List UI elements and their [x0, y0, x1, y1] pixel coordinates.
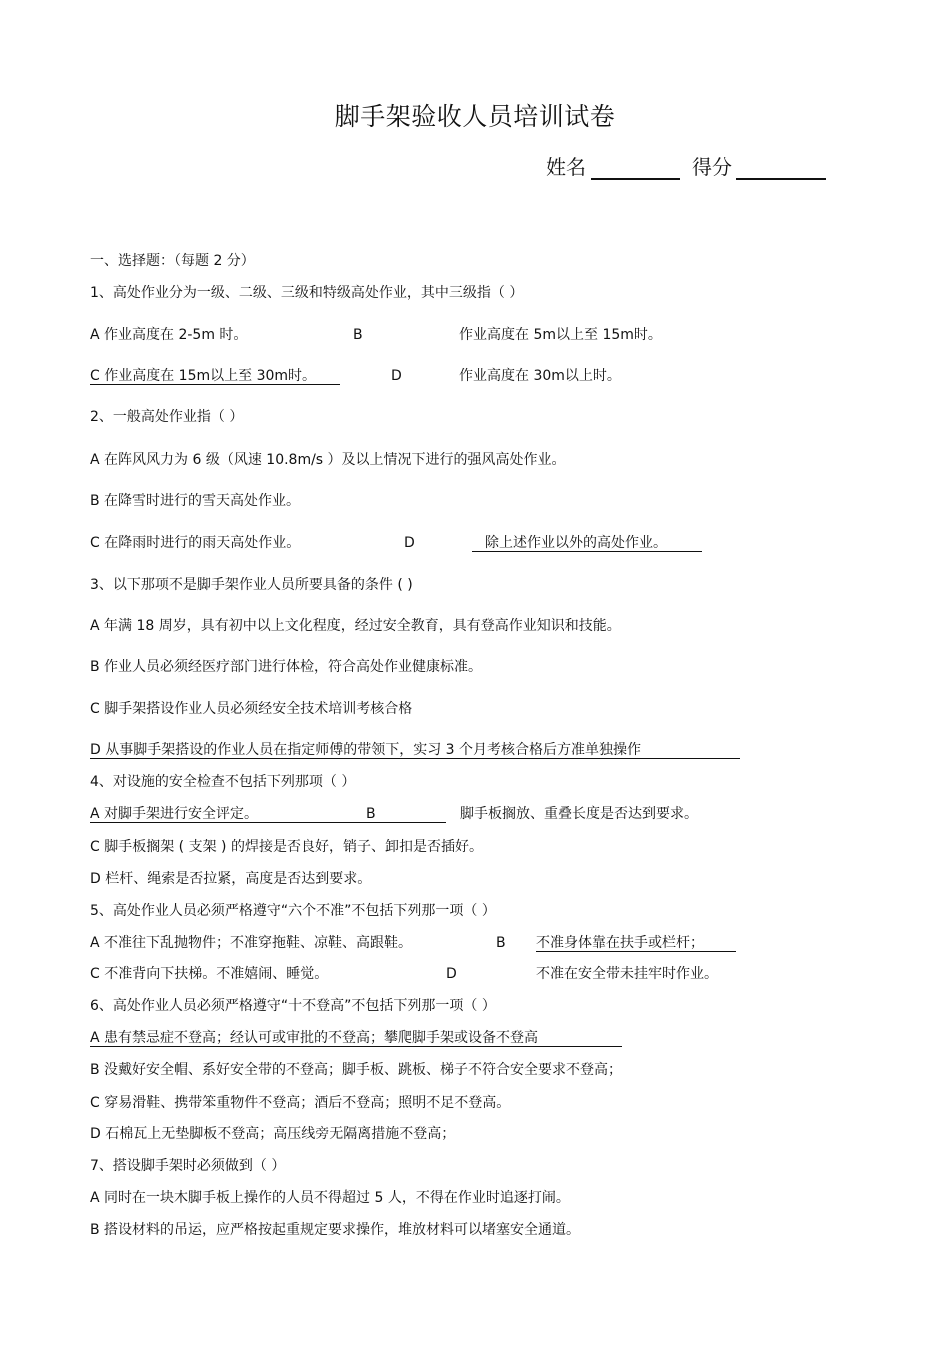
q4-option-c: C 脚手板搁架 ( 支架 ) 的焊接是否良好，销子、卸扣是否插好。: [90, 839, 483, 855]
q3-option-d: D 从事脚手架搭设的作业人员在指定师傅的带领下，实习 3 个月考核合格后方准单独操作: [90, 742, 642, 758]
q3-option-a: A 年满 18 周岁，具有初中以上文化程度，经过安全教育，具有登高作业知识和技能。: [90, 618, 621, 634]
q6-option-a: A 患有禁忌症不登高；经认可或审批的不登高；攀爬脚手架或设备不登高: [90, 1030, 539, 1046]
section-heading: 一、选择题：（每题 2 分）: [90, 253, 255, 269]
q5-stem: 5、高处作业人员必须严格遵守“六个不准”不包括下列那一项（ ）: [90, 903, 496, 919]
q1-option-d-letter: D: [391, 368, 402, 384]
q2-stem: 2、一般高处作业指（ ）: [90, 409, 244, 425]
q5-option-a: A 不准往下乱抛物件；不准穿拖鞋、凉鞋、高跟鞋。: [90, 935, 413, 951]
q4-option-d: D 栏杆、绳索是否拉紧，高度是否达到要求。: [90, 871, 372, 887]
q4-option-a: A 对脚手架进行安全评定。: [90, 806, 259, 822]
q5-option-b-underline: [536, 951, 736, 952]
q3-stem: 3、以下那项不是脚手架作业人员所要具备的条件 ( ): [90, 577, 413, 593]
q1-option-b-text: 作业高度在 5m以上至 15m时。: [459, 327, 662, 343]
q5-option-b-text: 不准身体靠在扶手或栏杆；: [536, 935, 704, 951]
q2-option-a: A 在阵风风力为 6 级（风速 10.8m/s ）及以上情况下进行的强风高处作业。: [90, 452, 566, 468]
q1-option-c: C 作业高度在 15m以上至 30m时。: [90, 368, 317, 384]
q7-stem: 7、搭设脚手架时必须做到（ ）: [90, 1158, 286, 1174]
q4-stem: 4、对设施的安全检查不包括下列那项（ ）: [90, 774, 356, 790]
q6-option-a-underline: [90, 1046, 622, 1047]
q5-option-d-text: 不准在安全带未挂牢时作业。: [536, 966, 718, 982]
q5-option-c: C 不准背向下扶梯。不准嬉闹、睡觉。: [90, 966, 329, 982]
score-blank[interactable]: [736, 178, 826, 180]
q1-option-a: A 作业高度在 2-5m 时。: [90, 327, 248, 343]
q2-option-d-underline: [472, 551, 702, 552]
q5-option-b-letter: B: [496, 935, 506, 951]
q2-option-d-text: 除上述作业以外的高处作业。: [485, 535, 667, 551]
q6-option-b: B 没戴好安全帽、系好安全带的不登高；脚手板、跳板、梯子不符合安全要求不登高；: [90, 1062, 623, 1078]
page-title: 脚手架验收人员培训试卷: [334, 102, 616, 131]
q5-option-d-letter: D: [446, 966, 457, 982]
name-blank[interactable]: [591, 178, 680, 180]
name-label: 姓名: [546, 155, 586, 179]
q7-option-b: B 搭设材料的吊运，应严格按起重规定要求操作，堆放材料可以堵塞安全通道。: [90, 1222, 581, 1238]
q3-option-d-underline: [90, 758, 740, 759]
q6-option-d: D 石棉瓦上无垫脚板不登高；高压线旁无隔离措施不登高；: [90, 1126, 456, 1142]
q3-option-b: B 作业人员必须经医疗部门进行体检，符合高处作业健康标准。: [90, 659, 483, 675]
q6-option-c: C 穿易滑鞋、携带笨重物件不登高；酒后不登高；照明不足不登高。: [90, 1095, 511, 1111]
q6-stem: 6、高处作业人员必须严格遵守“十不登高”不包括下列那一项（ ）: [90, 998, 496, 1014]
q2-option-c: C 在降雨时进行的雨天高处作业。: [90, 535, 301, 551]
q1-option-d-text: 作业高度在 30m以上时。: [459, 368, 621, 384]
q7-option-a: A 同时在一块木脚手板上操作的人员不得超过 5 人，不得在作业时追逐打闹。: [90, 1190, 570, 1206]
score-label: 得分: [692, 155, 732, 179]
q4-option-a-underline: [90, 822, 446, 823]
q2-option-d-letter: D: [404, 535, 415, 551]
q4-option-b-text: 脚手板搁放、重叠长度是否达到要求。: [460, 806, 698, 822]
q3-option-c: C 脚手架搭设作业人员必须经安全技术培训考核合格: [90, 701, 413, 717]
q1-option-c-underline: [90, 384, 340, 385]
q1-option-b-letter: B: [353, 327, 363, 343]
q4-option-b-letter: B: [366, 806, 376, 822]
q1-stem: 1、高处作业分为一级、二级、三级和特级高处作业，其中三级指（ ）: [90, 285, 524, 301]
q2-option-b: B 在降雪时进行的雪天高处作业。: [90, 493, 301, 509]
